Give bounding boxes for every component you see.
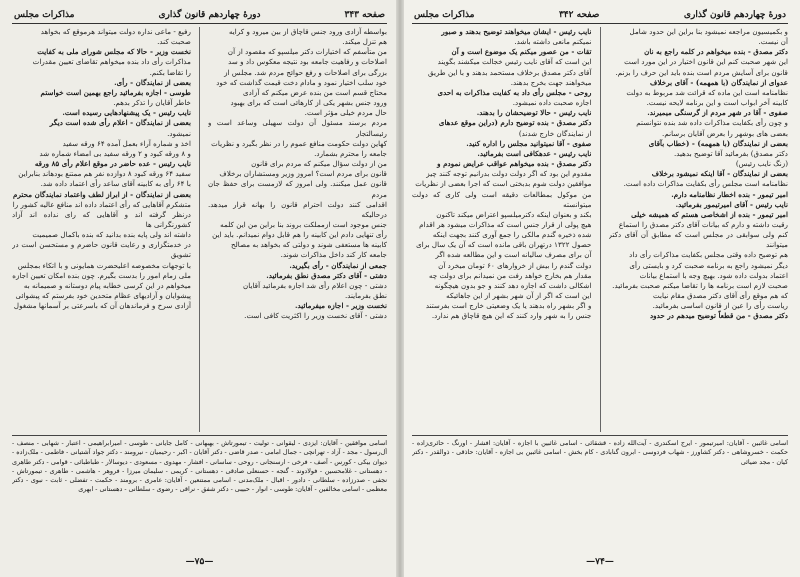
speaker-line: روحی - مجلس رأی داد به کفایت مذاکرات به احدی [437,87,592,97]
speaker-line: دکتر مصدق - بنده توضیح دارم (دراین موقع عدهای [438,118,592,128]
text-line: بزرگی برای اصلاحات و رفع حوائج مردم شد. مجلس از [224,67,387,77]
text-line: کهاین دولت حکومت منافع عموم را در نظر بگیرد و نظریات [211,138,387,148]
text-line: نطق بفرمایند. [344,291,387,301]
text-line: رفیع - ماعی نداره دولت میتواند هرموقع که بخواهد [40,27,191,36]
speaker-line: بعضی از نمایندگان - از ابراز لطف واعتماد نمایندگان محترم [13,189,191,199]
right-page-footnotes: اسامی غائبین - آقایان: امیرتیمور - ایرج اسکندری - آیت‌الله زاده - قشقائی - اسامی غائبین با اجازه - آقایان: افشار - اورنگ - حائری‌زاده - حکمت - خسروشاهی - دکتر کشاورز - شهاب فردوسی - ابرون گنابادی - کام بخش - اسامی غائبین بی اجازه - آقایان: حاذقی - ذوالقدر - دکتر کیان - مجد ضیائی [412,435,788,547]
speaker-line: بعضی از نمایندگان (با همهمه) - (خطاب بآقای [648,138,788,148]
text-line: نظامنامه است مجلس رأی بکفایت مذاکرات داده است. [623,179,788,189]
text-line: کنم ولی سوابقی در مجلس است که مطابق آن آقای دکتر میتوانند [608,230,788,250]
text-line: دشتی - چون اعلام رأی شد اجازه بفرمائید آقایان [243,280,387,290]
text-line: که هم موقع رأی آقای دکتر مصدق مقام نیابت [652,291,788,301]
text-line: هیچ پولی از قرار جنس است که مذاکرات میشود هر اقدام [419,219,592,229]
left-header-page-label: صفحه ۳۴۳ [344,10,385,20]
text-line: ریاست رأی را عین از قانون اساسی بفرمائید. [652,301,788,311]
text-line: مقدار هم بخارج خواهد رفت من نمیدانم برای دولت چه [429,270,592,280]
speaker-line: بعضی از نمایندگان - اعلام رأی شده است دیگر [49,118,191,128]
text-line: اصلاحات و رفاهیت جامعه بود نتیجه معکوس داد و سد [228,57,387,67]
text-line: آن برای مصرف سالیانه است و این مطالعه شده اگر [435,250,592,260]
text-line: و اگر بشهر راه بدهند یا یک وضعیتی خارج است بفرستند [425,301,592,311]
text-line: شده ذخیره گندم مالکی را جمع آوری کنند بجهت اینکه [432,230,592,240]
text-line: من موکول بمطالعات دقیقه است ولی کاری که دولت میتوانسته [412,189,592,209]
speaker-line: صفوی - آقا نمیتوانید مجلس را اداره کنید. [466,138,592,148]
text-line: و چون رأی بکفایت مذاکرات داده شد بنده نتوانستم [636,118,788,128]
right-header-title: دورۀ چهاردهم قانون گذاری [683,10,786,20]
right-page-header [412,8,788,24]
text-line: محتاج قسم است من بنده عرض میکنم که آزادی [243,87,387,97]
speaker-line: طوسی - اجازه بفرمائید راجع بهمین است خواستم [40,87,191,97]
text-line: متشکرم آقاهایی که رأی اعتماد داده اند منافع عالیه کشور را [12,199,191,209]
right-page-column-right [609,27,789,432]
text-line: دیگر نمیشود راجع به برنامه صحبت کرد و بایستی رأی [629,260,788,270]
text-line: رأی تنهایی دادم این کابینه را هم قابل دوام نمیدانم. باید این [212,230,387,240]
speaker-line: دکتر مصدق - من قطعاً توضیح میدهم در حدود [649,311,788,321]
text-line: را تقاضا بکنم. [149,67,191,77]
text-line: دکتر مصدق) بفرمائید آقا توضیح بدهید. [673,148,788,158]
text-line: موافقین دولت شوم بدبختی است که اجرا بعضی از نظریات [415,179,592,189]
text-line: قانون عمل میکنند. ولی امروز که لازمست برای حفظ جان مردم [208,179,387,199]
text-line: نمیشود. [167,128,191,138]
right-page-column-left [412,27,592,432]
text-line: صحبت کند. [157,37,191,47]
right-header-center: مذاکرات مجلس [414,10,475,20]
speaker-line: نایب رئیس - عدهکافی است بفرمائید. [477,148,592,158]
text-line: حصول ۱۳۲۲ درتهران باقی مانده است که آن یک سال برای [416,240,592,250]
text-line: درنظر گرفته اند و آقاهایی که رای نداده اند آزاد کشورنگرانی ها [12,209,191,229]
speaker-line: نایب رئیس - یک پیشنهادهایی رسیده است. [62,108,191,118]
text-line: و بکمیسیون مراجعه نمیشود بنا براین این حدود شامل [629,27,788,36]
speaker-line: نخست وزیر - حالا که مجلس شورای ملی به کفایت [37,47,191,57]
right-page-number: —۷۴— [586,557,614,567]
speaker-line: نخست وزیر - اجازه میفرمائید. [295,301,387,311]
text-line: بعضی های بوشهر را بعرض آقایان برسانم. [662,128,788,138]
text-line: هم توضیح داده وقتی مجلس بکفایت مذاکرات رأی داد [629,250,788,260]
text-line: من از دولت سؤال میکنم که مردم برای قانون [251,159,387,169]
text-line: کابینه آخر ابواب است و این برنامه لایحه نیست. [646,98,788,108]
text-line: صحبت لازم است برنامه ها را تقاضا میکنم صحبت بفرمائید. [612,280,788,290]
text-line: این است که اگر از آن شهر بشهر از این جاهائیکه [446,291,592,301]
text-line: میخواهم در این کرسی خطابه پیام دوستانه و صمیمانه به [23,280,191,290]
text-line: بواسطه آزادی ورود جنس قاچاق از بین میرود و کرایه [228,27,387,36]
text-line: جنس را به شهر وارد کنند که این هیچ قاچاق هم ندارد. [431,311,592,321]
speaker-line: بعضی از نمایندگان - آقا اینکه نمیشود برخلاف [651,169,788,179]
left-page-number: —۷۵— [185,557,214,567]
text-line: من متأسفم که اختیارات دکتر میلسپو که مقصود از آن [227,47,387,57]
text-line: بکند و بعنوان اینکه دکترمیلسپو اعتراض میکند تاکنون [436,209,592,219]
text-line: نمیکنم مانعی داشته باشد. [514,37,592,47]
speaker-line: دکتر مصدق - بنده میخواهم عواقب عرایض نمودم و [437,159,592,169]
text-line: اخذ و شماره آراء بعمل آمده ۶۴ ورقه سفید [62,138,191,148]
text-line: خود سلب اختیار نمود و مادام دخت قیمت گذاشت که خود [216,77,387,87]
left-page-footnotes: اسامی موافقین - آقایان: ایزدی - لیقوانی - تولیت - تیمورتاش - بهبهانی - کامل جایانی - طوسی - امیرابراهیمی - اعتبار - شهابی - منصف - آل‌رسول - مجد - آزاد - تهرانچی - جمال امامی - صدر قاضی - دکتر آقایان - اکبر - رحیمیان - نیرومند - دکتر جواد آشتیانی - فاطمی - ملک‌زاده - دیوان بیکی - کورس - آصف - فرخی - ارسنجانی - روحی - ساسانی - افشار - مهدوی - مسعودی - دیوسالار - طباطبائی - قوامی - دکتر طاهری - دهستانی - غلامحسین - فولادوند - گنجه - حسنعلی صادقی - دهستانی - کریمی - سلیمان میرزا - فروهر - هاشمی - طاهری - تیمورتاش - نجفی - صدرزاده - سلطانی - دادور - اقبال - ملک‌مدنی - اسامی ممتنعین - آقایان: عامری - برومند - حکمت - تفضلی - ثابت - نبوی - دکتر معظمی - اسامی مخالفین - آقایان: طوسی - انوار - حبیبی - دکتر شفق - نراقی - رضوی - سلطانی - دهستانی - ابهری [12,435,387,547]
text-line: اجازه صحبت داده نمیشود. [512,98,592,108]
left-page-column-left [12,27,191,432]
text-line: قانون برای مردم است؟ امروز وزیر ومستشاران برخلاف [219,169,387,179]
text-line: اشکالی داشت که اجازه دهد کنند و جو بدون هیچگونه [434,280,592,290]
text-line: آن نیست. [758,37,788,47]
speaker-line: نایب رئیس - حالا توضیحشان را بدهند. [476,108,592,118]
text-line: در خدمتگزاری و رعایت قانون حاضرم و مستحسن است در تشویق [12,240,191,260]
text-line: جامعه کار کند داخل مذاکرات شوند. [280,250,387,260]
speaker-line: تقات - من عصور میکنم یک موضوع است و آن [451,47,592,57]
left-page-columns [12,27,387,432]
speaker-line: بعضی از نمایندگان - رأی. [114,77,191,87]
right-header-page-label: صفحه ۳۴۲ [558,10,600,20]
left-header-center: مذاکرات مجلس [14,10,75,20]
text-line: سفید ۶۴ ورقه کبود ۸ دوازده نفر هم ممتنع بودهاند بنابراین [18,169,191,179]
text-line: هم تنزل میکند. [342,37,387,47]
text-line: اقدامی کنند دولت احترام قانون را بهانه قرار میدهد. درحالیکه [208,199,387,219]
text-line: مذاکرات رأی داد بنده میخواهم تقاضای تعیین مقدرات [32,57,191,67]
text-line: نظامنامه است این ماده که قرائت شد مربوط به دولت [626,87,788,97]
text-line: اعتماد بدولت داده شود. بهیچ وجه با استماع بیانات [639,270,788,280]
text-line: پیشوایان و آزادیهای عظام متحدین خود بفرستم که پیشوائی [15,291,191,301]
text-line: میخواهند جهت بخرج بدهند. [510,77,592,87]
text-line: آزادی سرخ و فرماندهان آن که باسرعتی بر آسمانها مشغول [13,301,191,311]
speaker-line: صفوی - آقا در شهر مردم از گرسنگی میمیرند. [647,108,788,118]
text-line: جنس موجود است ازمملکت بروند بنا براین من این کلمه [220,219,387,229]
text-line: این شهر صحبت کنم این قانون اختیار در این مورد است [624,57,788,67]
text-line: دولت گندم را بیش از خروارهای ۶۰ تومان میخرد آن [438,260,592,270]
left-header-title: دورۀ چهاردهم قانون گذاری [158,10,261,20]
speaker-line: امیر تیمور - بنده اخطار نظامنامه دارم. [671,189,788,199]
book-gutter [396,0,404,577]
speaker-line: دشتی - آقای دکتر مصدق نطق بفرمائید. [266,270,387,280]
left-page-header [12,8,387,24]
text-line: آقای دکتر مصدق برخلاف مستحمد بدهند و با این طریق [428,67,592,77]
text-line: دشتی - آقای نخست وزیر را اکثریت کافی است. [244,311,387,321]
text-line: جامعه را محترم بشمارد. [314,148,387,158]
text-line: قانون برای آسایش مردم است بنده باید این حرف را بزنم. [615,67,788,77]
text-line: و ۸ ورقه کبود و ۲ ورقه سفید بی امضاء شماره شد [39,148,191,158]
speaker-line: امیر تیمور - بنده از اشخاصی هستم که همیشه خیلی [631,209,788,219]
text-line: رقیت داشته و دارم که بیانات آقای دکتر مصدق را استماع [618,219,788,229]
speaker-line: نایب رئیس - آقای امیرتیمور بفرمائید. [675,199,788,209]
speaker-line: عدوای از نمایندگان (با همهمه) - آقای برخلاف [650,77,788,87]
right-page [400,0,800,577]
text-line: از نمایندگان خارج شدند) [518,128,592,138]
text-line: داشته اند ولی پایه بنده بدانید که بنده باکمال صمیمیت [32,230,191,240]
speaker-line: جمعی از نمایندگان - رأی بگیرید. [289,260,387,270]
text-line: این است که آقای نایب رئیس خجالت میکشند بگویند [437,57,592,67]
speaker-line: نایب رئیس - ایشان میخواهند توضیح بدهند و صبور [441,27,592,36]
text-line: مقدوم این بود که اگر دولت دولت بدرانیم توجه کنند چیز [426,169,592,179]
left-page-column-right [208,27,387,432]
column-divider [199,27,200,432]
text-line: خاطر آقایان را تذکر بدهم. [113,98,191,108]
speaker-line: نایب رئیس - عده حاضر در موقع اعلام رأی ۸۵ ورقه [34,159,191,169]
text-line: کابینه ها مستعفی شوند و دولتی که بخواهد به مصالح [230,240,387,250]
right-page-columns [412,27,788,432]
column-divider [600,27,601,432]
text-line: ملی زمام امور را بدست بگیرم. چون بنده امکان تعیین اجازه [12,270,191,280]
text-line: با توجهات مخصوصه اعلیحضرت همایونی و با اتکاء بمجلس [17,260,191,270]
text-line: با ۶۴ رأی به کابینه آقای ساعد رأی اعتماد داده شد. [40,179,191,189]
speaker-line: دکتر مصدق - بنده میخواهم در کلمه راجع به نان [644,47,788,57]
text-line: حال مردم خیلی مؤثر است. [304,108,387,118]
text-line: مردم برسند مسئول آن دولت سهیلی وساعد است و رئیسالتجار [208,118,387,138]
text-line: ورود جنس بشهر یکی از کارهائی است که برای بهبود [230,98,387,108]
text-line: (زنگ نایب رئیس) [735,159,788,169]
